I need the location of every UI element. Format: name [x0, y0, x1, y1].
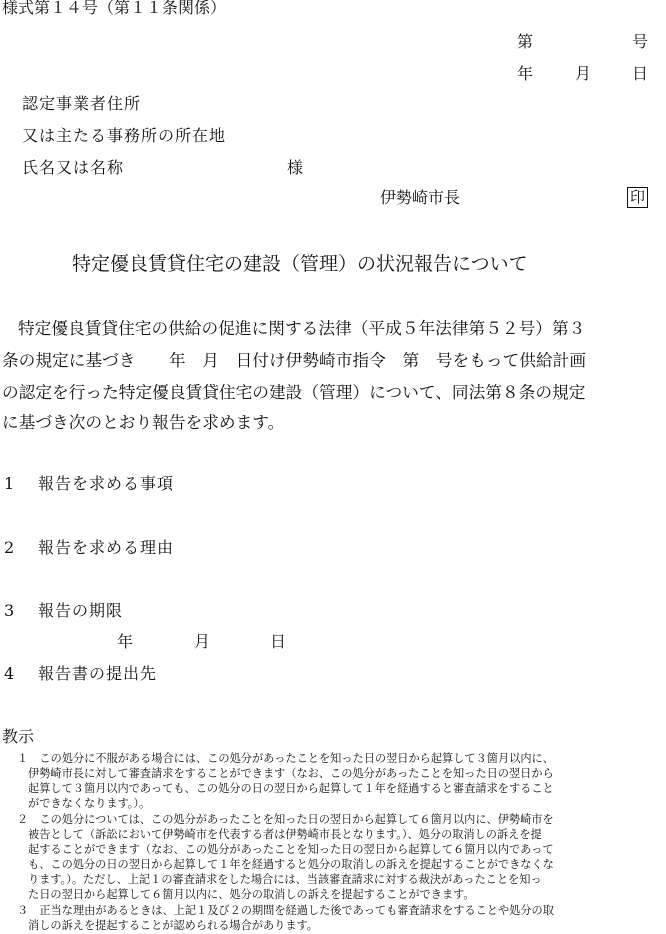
notice-line: ができなくなります。）。: [28, 797, 151, 810]
notice-line: も、この処分の日の翌日から起算して１年を経過すると処分の取消しの訴えを提起することができなくな: [28, 858, 554, 871]
notice-line: ります。）。ただし、上記１の審査請求をした場合には、当該審査請求に対する裁決があったことを知っ: [28, 873, 542, 886]
date-month: 月: [575, 64, 592, 83]
item-label: 報告の期限: [38, 601, 124, 620]
date-day: 日: [632, 64, 649, 83]
issuer-name: 伊勢崎市長: [380, 188, 461, 207]
deadline-year: 年: [117, 632, 134, 651]
item-label: 報告書の提出先: [38, 664, 158, 683]
item-number: 2: [4, 538, 15, 557]
item-number: 4: [4, 664, 15, 683]
body-line: 条の規定に基づき 年 月 日付け伊勢崎市指令 第 号をもって供給計画: [2, 350, 587, 370]
body-line: の認定を行った特定優良賃貸住宅の建設（管理）について、同法第８条の規定: [2, 382, 586, 402]
seal-mark: 印: [627, 187, 648, 208]
notice-line: ２ この処分については、この処分があったことを知った日の翌日から起算して６箇月以内に、伊勢崎市を: [17, 813, 554, 826]
deadline-day: 日: [270, 632, 287, 651]
notice-line: 消しの訴えを提起することが認められる場合があります。: [28, 919, 318, 932]
item-number: 3: [4, 601, 15, 620]
form-label: 様式第１４号（第１１条関係）: [2, 0, 227, 17]
addressee-honorific: 様: [287, 158, 304, 177]
addressee-office-label: 又は主たる事務所の所在地: [22, 126, 227, 145]
notice-heading: 教示: [2, 727, 35, 746]
deadline-month: 月: [194, 632, 211, 651]
document-title: 特定優良賃貸住宅の建設（管理）の状況報告について: [72, 253, 528, 275]
notice-line: 被告として（訴訟において伊勢崎市を代表する者は伊勢崎市長となります。）、処分の取消しの訴えを提: [28, 828, 542, 841]
notice-line: 起することができます（なお、この処分があったことを知った日の翌日から起算して６箇月以内であって: [28, 843, 554, 856]
notice-line: た日の翌日から起算して６箇月以内に、処分の取消しの訴えを提起することができます。: [28, 888, 475, 901]
body-line: 特定優良賃貸住宅の供給の促進に関する法律（平成５年法律第５２号）第３: [18, 318, 586, 338]
number-suffix: 号: [632, 32, 649, 51]
item-label: 報告を求める事項: [38, 474, 175, 493]
notice-line: １ この処分に不服がある場合には、この処分があったことを知った日の翌日から起算して３箇月以内に、: [17, 752, 554, 765]
addressee-address-label: 認定事業者住所: [22, 94, 142, 113]
notice-line: 伊勢崎市長に対して審査請求をすることができます（なお、この処分があったことを知った日の翌日から: [28, 767, 554, 780]
number-prefix: 第: [517, 32, 534, 51]
notice-line: 起算して３箇月以内であっても、この処分の日の翌日から起算して１年を経過すると審査請求をすること: [28, 782, 554, 795]
notice-line: ３ 正当な理由があるときは、上記１及び２の期間を経過した後であっても審査請求をすることや処分の取: [17, 904, 554, 917]
addressee-name-label: 氏名又は名称: [22, 158, 125, 177]
item-label: 報告を求める理由: [38, 538, 175, 557]
item-number: 1: [4, 474, 15, 493]
date-year: 年: [517, 64, 534, 83]
body-line: に基づき次のとおり報告を求めます。: [2, 412, 285, 432]
